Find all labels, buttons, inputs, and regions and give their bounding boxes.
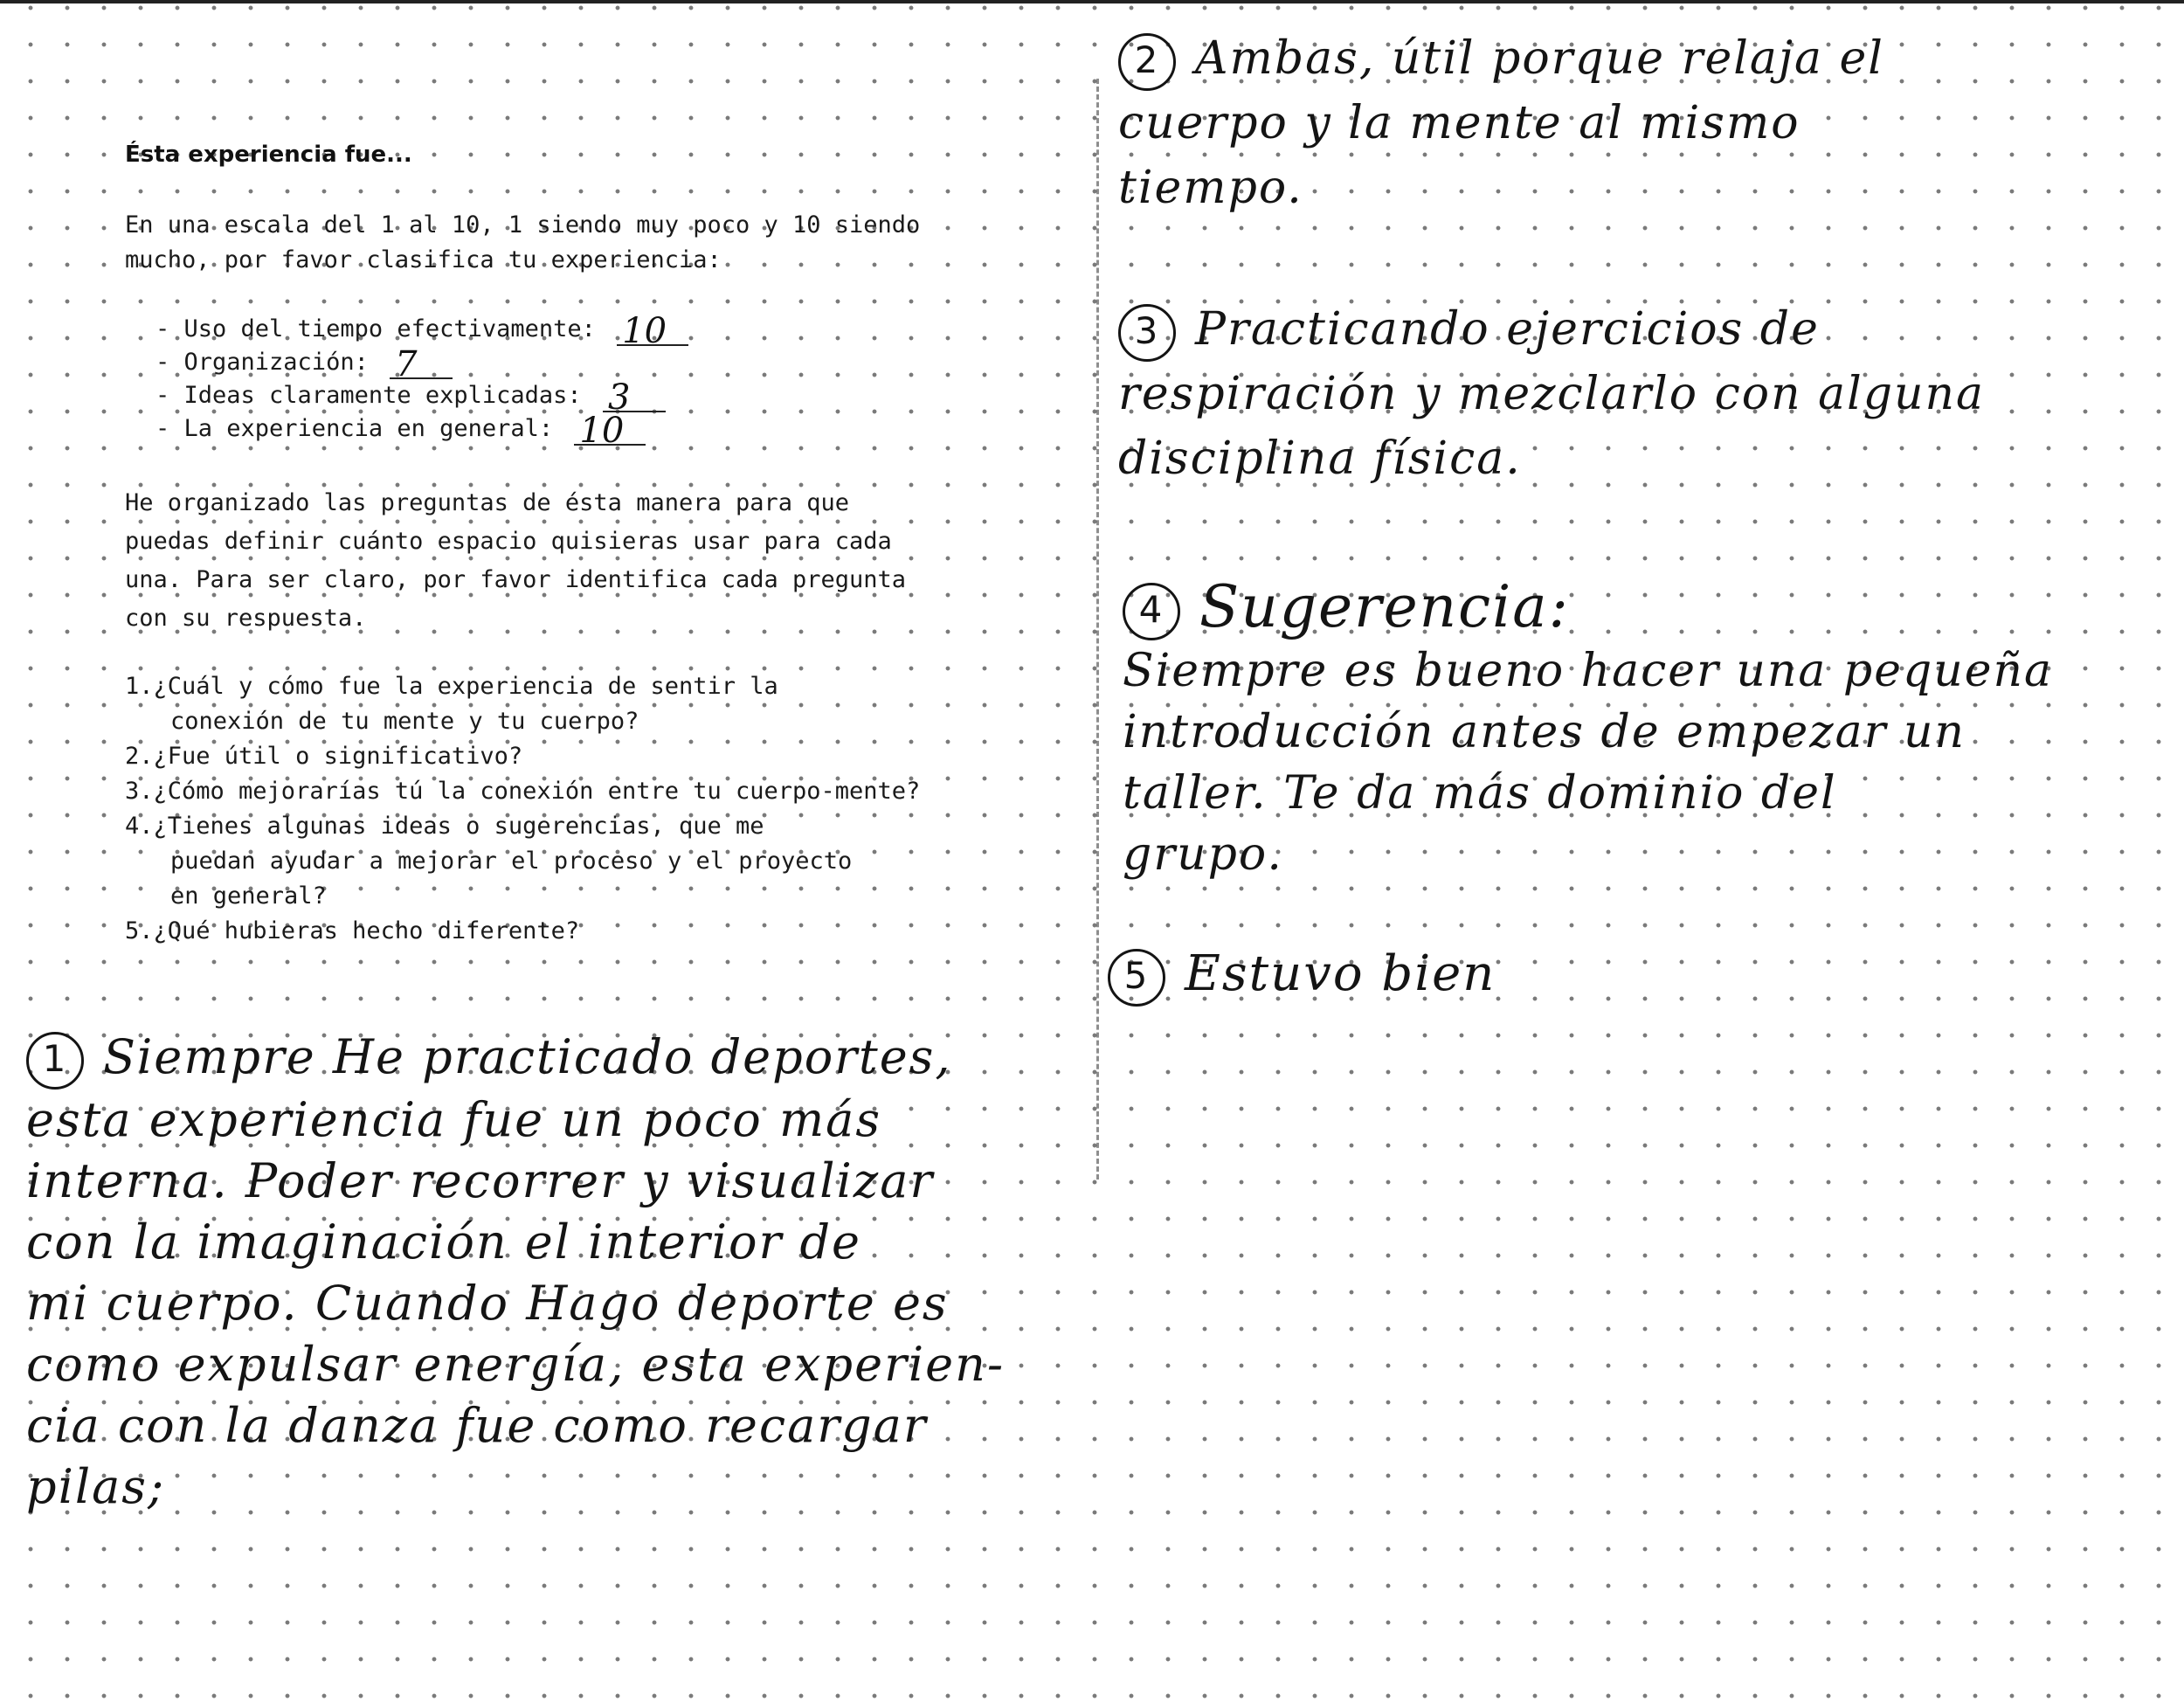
explain-line: He organizado las preguntas de ésta manera para que [125, 489, 850, 516]
rating-label: - Organización: [156, 349, 369, 376]
question-3: 3.¿Cómo mejorarías tú la conexión entre tu cuerpo-mente? [125, 778, 921, 805]
rating-row-ideas [156, 377, 688, 418]
rating-list [156, 311, 688, 451]
question-list [125, 669, 920, 949]
page-top-edge [0, 0, 2184, 3]
answer-line [1118, 26, 1884, 91]
answer-line: pilas; [26, 1459, 166, 1514]
rating-value: 10 [574, 418, 646, 446]
answer-heading-line [1123, 573, 2053, 640]
question-5: 5.¿Qué hubieras hecho diferente? [125, 917, 580, 944]
answer-2 [1118, 26, 1884, 220]
form-title: Ésta experiencia fue... [125, 142, 412, 168]
answer-number-badge: 1 [26, 1032, 84, 1090]
question-4-cont: puedan ayudar a mejorar el proceso y el proyecto [170, 848, 853, 875]
explain-line: con su respuesta. [125, 605, 367, 632]
answer-text: Practicando ejercicios de [1195, 303, 1820, 356]
rating-label: - La experiencia en general: [156, 415, 554, 442]
answer-line: taller. Te da más dominio del [1123, 767, 1837, 820]
rating-value: 7 [390, 351, 453, 379]
answer-line: cia con la danza fue como recargar [26, 1398, 928, 1453]
question-1-cont: conexión de tu mente y tu cuerpo? [170, 708, 639, 735]
answer-line [26, 1027, 1005, 1090]
answer-line: introducción antes de empezar un [1123, 706, 1966, 758]
rating-row-time [156, 311, 688, 351]
answer-line: con la imaginación el interior de [26, 1214, 861, 1270]
answer-4 [1123, 573, 2054, 885]
answer-line: como expulsar energía, esta experien- [26, 1337, 1006, 1392]
intro-line: mucho, por favor clasifica tu experiencia: [125, 246, 722, 273]
answer-line: esta experiencia fue un poco más [26, 1092, 882, 1147]
answer-text: Siempre He practicado deportes, [103, 1029, 952, 1084]
rating-row-overall [156, 411, 688, 451]
answer-number-badge: 5 [1108, 949, 1165, 1007]
rating-label: - Ideas claramente explicadas: [156, 382, 582, 409]
explain-line: una. Para ser claro, por favor identifica cada pregunta [125, 566, 907, 593]
answer-line: tiempo. [1118, 162, 1303, 214]
answer-line: mi cuerpo. Cuando Hago deporte es [26, 1276, 949, 1331]
answer-line: interna. Poder recorrer y visualizar [26, 1153, 935, 1208]
explain-line: puedas definir cuánto espacio quisieras usar para cada [125, 528, 892, 555]
answer-text: Estuvo bien [1185, 945, 1496, 1002]
rating-value: 3 [603, 384, 666, 412]
answer-number-badge: 3 [1118, 304, 1176, 362]
question-2: 2.¿Fue útil o significativo? [125, 743, 523, 770]
answer-line [1108, 944, 1496, 1007]
intro-line: En una escala del 1 al 10, 1 siendo muy poco y 10 siendo [125, 211, 921, 239]
answer-text: Ambas, útil porque relaja el [1195, 32, 1884, 85]
question-4: 4.¿Tienes algunas ideas o sugerencias, que me [125, 813, 764, 840]
rating-value: 10 [617, 318, 688, 346]
answer-line: disciplina física. [1118, 432, 1522, 485]
page-divider [1096, 79, 1099, 1180]
answer-line: cuerpo y la mente al mismo [1118, 97, 1800, 149]
answer-line: grupo. [1123, 828, 1283, 881]
form-intro [125, 208, 920, 278]
answer-number-badge: 4 [1123, 583, 1180, 640]
answer-line: Siempre es bueno hacer una pequeña [1123, 645, 2054, 697]
form-explanation [125, 484, 906, 638]
answer-line [1118, 297, 1985, 362]
answer-number-badge: 2 [1118, 33, 1176, 91]
rating-row-organization [156, 344, 688, 384]
question-1: 1.¿Cuál y cómo fue la experiencia de sentir la [125, 673, 778, 700]
answer-heading: Sugerencia: [1199, 573, 1570, 640]
answer-5 [1108, 944, 1496, 1007]
question-4-cont: en general? [170, 882, 327, 910]
answer-1 [26, 1027, 1005, 1518]
answer-3 [1118, 297, 1985, 491]
answer-line: respiración y mezclarlo con alguna [1118, 368, 1985, 420]
rating-label: - Uso del tiempo efectivamente: [156, 315, 596, 342]
